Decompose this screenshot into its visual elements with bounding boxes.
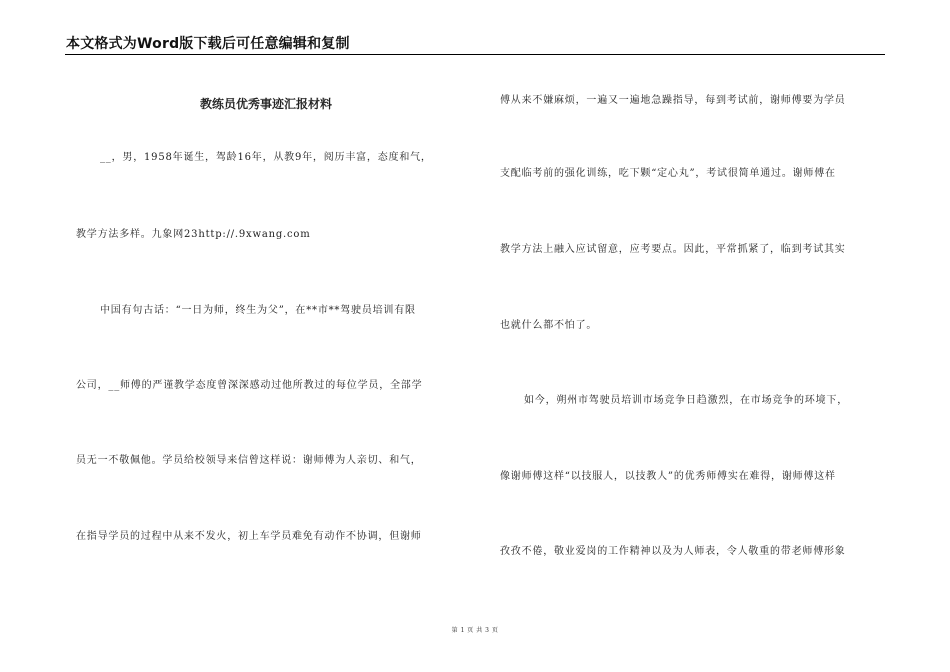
left-paragraph-line: 员无一不敬佩他。学员给校领导来信曾这样说：谢师傅为人亲切、和气， (76, 455, 422, 466)
right-paragraph-line: 也就什么都不怕了。 (500, 320, 598, 331)
right-paragraph-line: 像谢师傅这样“以技服人，以技教人”的优秀师傅实在难得，谢师傅这样 (500, 471, 836, 482)
left-paragraph-line: 在指导学员的过程中从来不发火，初上车学员难免有动作不协调，但谢师 (76, 531, 422, 542)
document-title: 教练员优秀事迹汇报材料 (199, 97, 332, 111)
right-paragraph-line: 傅从来不嫌麻烦，一遍又一遍地急躁指导，每到考试前，谢师傅要为学员 (500, 95, 846, 106)
left-paragraph-line: 公司，__师傅的严谨教学态度曾深深感动过他所教过的每位学员，全部学 (76, 380, 423, 391)
left-paragraph-line: 教学方法多样。九象网23http://.9xwang.com (76, 229, 311, 240)
right-paragraph-line: 孜孜不倦，敬业爱岗的工作精神以及为人师表，令人敬重的带老师傅形象 (500, 546, 846, 557)
left-paragraph-line: __，男，1958年诞生，驾龄16年，从教9年，阅历丰富，态度和气， (100, 152, 432, 163)
right-paragraph-line: 如今，朔州市驾驶员培训市场竞争日趋激烈，在市场竞争的环境下， (524, 395, 848, 406)
header-divider (65, 54, 885, 55)
right-paragraph-line: 支配临考前的强化训练，吃下颗“定心丸”，考试很简单通过。谢师傅在 (500, 168, 836, 179)
left-paragraph-line: 中国有句古话：“一日为师，终生为父”，在**市**驾驶员培训有限 (100, 305, 416, 316)
right-paragraph-line: 教学方法上融入应试留意，应考要点。因此，平常抓紧了，临到考试其实 (500, 244, 846, 255)
page-header-title: 本文格式为Word版下载后可任意编辑和复制 (66, 36, 350, 52)
page-number-footer: 第 1 页 共 3 页 (451, 627, 499, 634)
